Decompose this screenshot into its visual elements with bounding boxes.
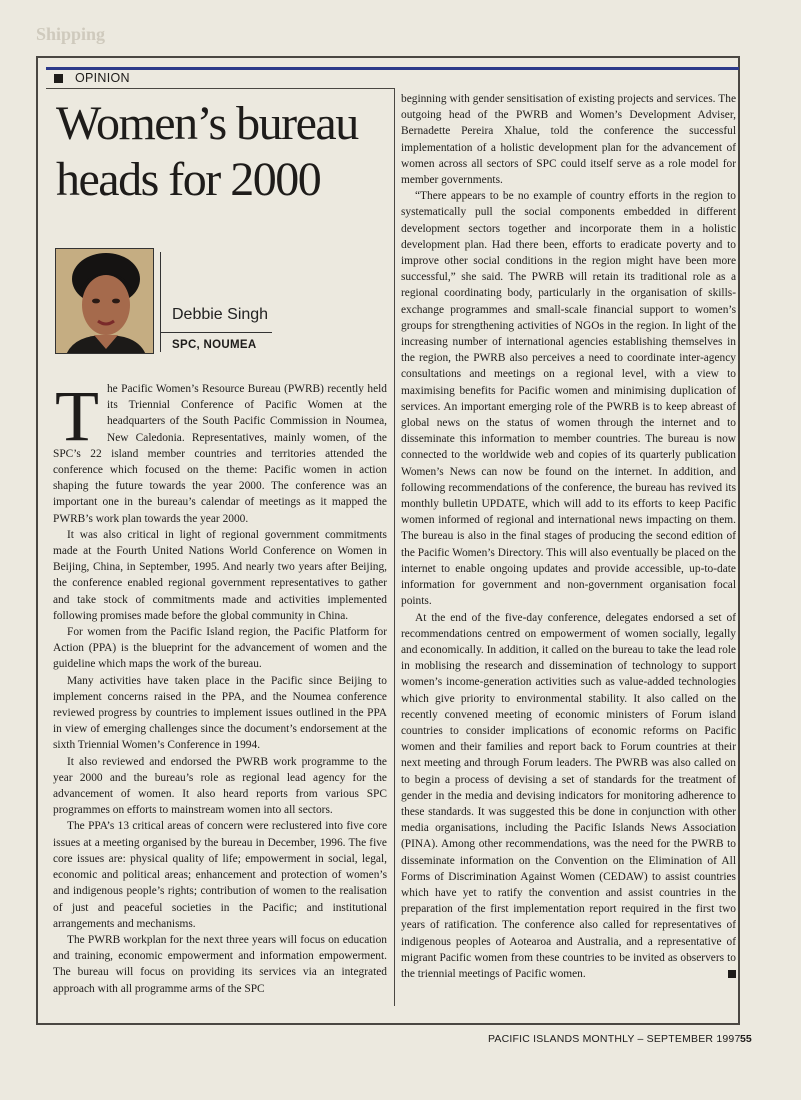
article-paragraph: The Pacific Women’s Resource Bureau (PWRB) recently held its Triennial Conference of Pacific Women at the headquarters of the South Pacific Commission in Noumea, New Caledonia. Representatives, mainly women, of the SPC’s 22 island member countries and territories attended the conference which focused on the theme: Pacific women in action shaping the future towards the year 2000. The conference was an important one in the bureau’s calendar of meetings as it mapped the PWRB’s work plan towards the year 2000. xyxy=(53,381,387,525)
article-left-column xyxy=(53,381,387,1009)
section-label xyxy=(54,71,130,85)
byline-author: Debbie Singh xyxy=(172,306,269,323)
section-accent-rule xyxy=(46,67,739,70)
page-footer: PACIFIC ISLANDS MONTHLY – SEPTEMBER 1997 xyxy=(488,1033,741,1045)
end-of-story-icon xyxy=(728,970,736,978)
byline-vertical-rule xyxy=(160,252,161,352)
section-label-text: OPINION xyxy=(75,71,130,85)
article-right-column xyxy=(401,91,736,1009)
headline: Women’s bureau heads for 2000 xyxy=(56,97,358,206)
article-paragraph: It also reviewed and endorsed the PWRB work programme to the year 2000 and the bureau’s role as regional lead agency for the advancement of women. It also heard reports from various SPC programmes on efforts to mainstream women into all sectors. xyxy=(53,755,387,817)
ghost-running-header: Shipping xyxy=(36,24,106,44)
article-paragraph: At the end of the five-day conference, delegates endorsed a set of recommendations centred on empowerment of women socially, legally and economically. In addition, it called on the bureau to take the lead role in moblising the research and dissemination of technology to support women’s income-generation activities such as value-added technologies which give priority to environmental stability. It also called on the recently convened meeting of economic ministers of Forum island countries to consider implications of economic reforms on Pacific women and their families and report back to Forum countries at their next meeting and through Forum leaders. The PWRB was also called on to begin a process of devising a set of standards for the treatment of gender in the media and devising indicators for monitoring adherence to these standards. It was suggested this be done in conjunction with other media organisations, including the Pacific Islands News Association (PINA). Among other recommendations, was the need for the PWRB to disseminate information on the Convention on the Elimination of All Forms of Discrimination Against Women (CEDAW) to assist countries which have yet to ratify the convention and assist countries in the preparation of the first implementation report required in the first two years of ratification. The conference also called for representatives of indigenous peoples of Aotearoa and Australia, and a representative of migrant Pacific women from these countries to be invited as observers to the triennial meetings of Pacific women. xyxy=(401,611,736,980)
article-paragraph: Many activities have taken place in the Pacific since Beijing to implement concerns raised in the PPA, and the Noumea conference reviewed progress by countries to implement issues outlined in the PPA in view of emerging challenges since the document’s endorsement at the sixth Triennial Women’s Conference in 1994. xyxy=(53,674,387,752)
article-paragraph: It was also critical in light of regional government commitments made at the Fourth United Nations World Conference on Women in Beijing, China, in September, 1995. And nearly two years after Beijing, the conference enabled regional government representatives to gather and take stock of commitments made and activities implemented following promises made before the global community in China. xyxy=(53,528,387,622)
column-divider xyxy=(394,88,395,1006)
author-portrait-image xyxy=(56,249,154,354)
byline-location: SPC, NOUMEA xyxy=(172,339,257,351)
article-paragraph: The PPA’s 13 critical areas of concern were reclustered into five core issues at a meeting organised by the bureau in December, 1996. The five core issues are: physical quality of life; empowerment in social, legal, economic and political areas; enhancement and protection of women’s and indigenous people’s rights; contribution of women to the realisation of just and peaceful societies in the Pacific; and institutional arrangements and mechanisms. xyxy=(53,820,387,930)
byline-rule xyxy=(160,332,272,333)
author-photo xyxy=(55,248,154,354)
page-number: 55 xyxy=(740,1033,752,1045)
article-paragraph: beginning with gender sensitisation of existing projects and services. The outgoing head of the PWRB and Women’s Development Adviser, Bernadette Pereira Xhalue, told the conference the successful implementation of a holistic development plan for the advancement of women across all sectors of SPC could itself serve as a role model for member governments. xyxy=(401,93,736,187)
article-paragraph: For women from the Pacific Island region, the Pacific Platform for Action (PPA) is the blueprint for the advancement of women and the guideline which maps the work of the bureau. xyxy=(53,626,387,671)
article-paragraph: The PWRB workplan for the next three years will focus on education and training, economic empowerment and information empowerment. The bureau will focus on providing its services via an integrated approach with all programme arms of the SPC xyxy=(53,933,387,995)
square-bullet-icon xyxy=(54,74,63,83)
article-paragraph: “There appears to be no example of country efforts in the region to systematically pull the social components embedded in different development sectors together and incorporate them in a holistic development plan. Had there been, efforts to eradicate poverty and to improve other social conditions in the region might have been more successful,” she said. The PWRB will retain its traditional role as a regional coordinating body, particularly in the organisation of skills-exchange programmes and small-scale financial support to women’s groups for strengthening activities of NGOs in the region. In light of the increasing number of international agencies establishing themselves in the region, the PWRB also perceives a need to coordinate inter-agency consultations and meetings on a regional level, with a view to maximising benefits for Pacific women and minimising duplication of services. An important emerging role of the PWRB is to keep abreast of global news on the status of women through the internet and to disseminate this information to member countries. The bureau is now connected to the worldwide web and copies of its quarterly publication Women’s News can now be found on the internet. In addition, and following recommendations of the conference, the bureau has revived its monthly bulletin UPDATE, which will add to its efforts to keep Pacific women informed of regional and international news impacting on them. The bureau is also in the final stages of producing the second edition of the Pacific Women’s Directory. This will also eventually be placed on the internet to enable ongoing updates and provide accessible, up-to-date information for government and non-government organisation focal points. xyxy=(401,190,736,608)
drop-cap: T xyxy=(55,381,99,456)
header-rule xyxy=(46,88,394,89)
